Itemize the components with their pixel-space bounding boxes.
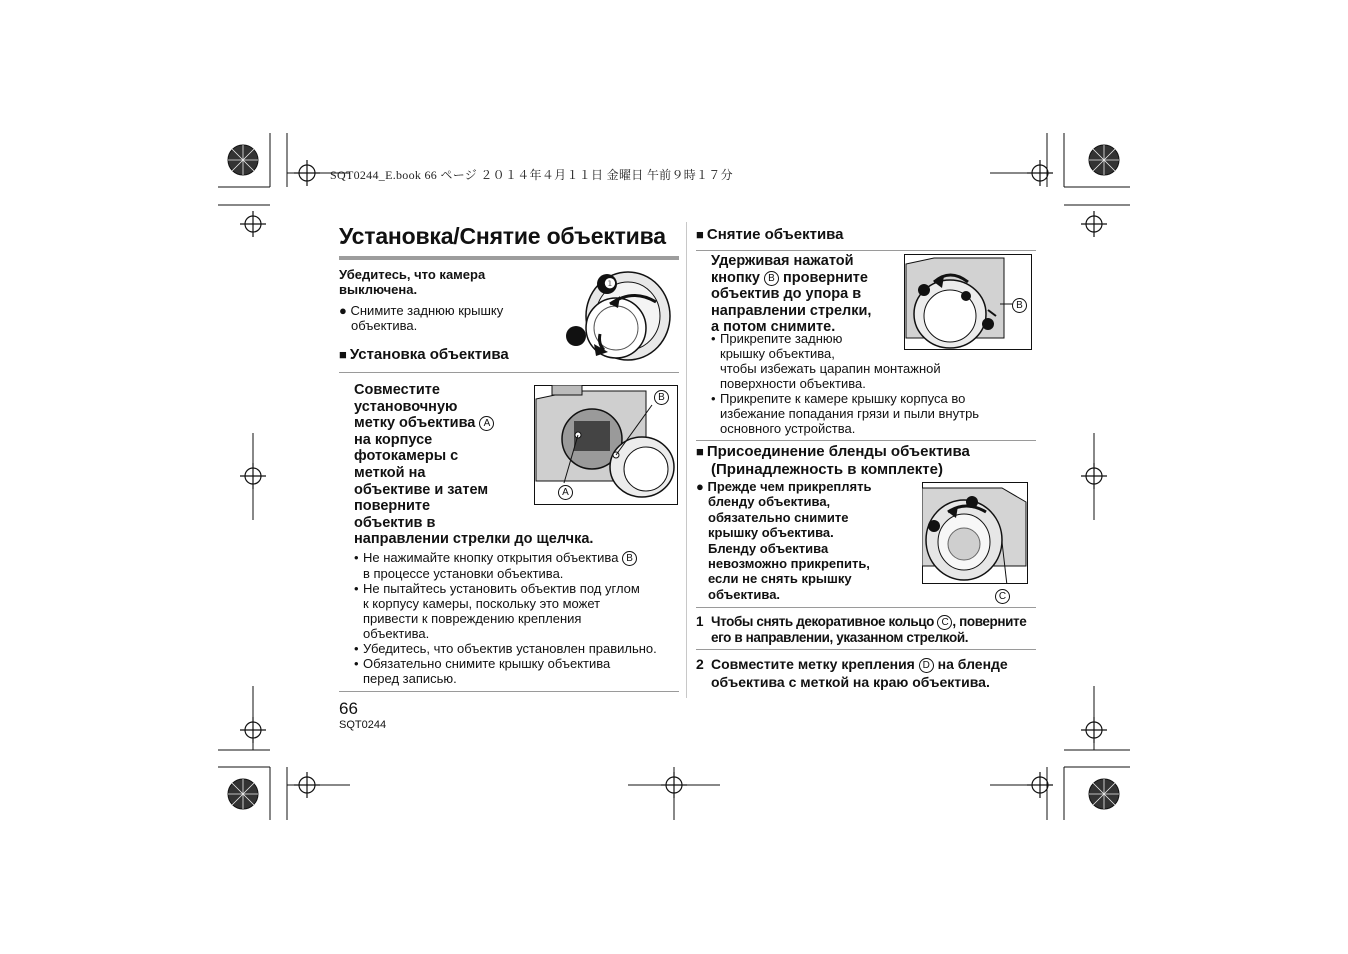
note-item: • Обязательно снимите крышку объектива перед записью. (354, 656, 684, 686)
column-divider (686, 222, 687, 698)
intro-bullet: ● Снимите заднюю крышку объектива. (339, 303, 504, 333)
hood-section-top-rule (696, 440, 1036, 441)
remove-instruction: Удерживая нажатой кнопку B проверните объектив до упора в направлении стрелки, а потом снимите. (711, 253, 872, 336)
hood-step-2: 2 Совместите метку крепления D на бленде объектива с меткой на краю объектива. (696, 656, 1008, 690)
mark-c-icon: C (937, 615, 952, 630)
section-remove-lens: ■ Снятие объектива (696, 226, 844, 243)
intro-warning: Убедитесь, что камера выключена. (339, 267, 486, 297)
hood-step-divider (696, 649, 1036, 650)
note-item: • Прикрепите к камере крышку корпуса во избежание попадания грязи и пыли внутрь основного устройства. (711, 391, 1031, 436)
note-item: • Не пытайтесь установить объектив под углом к корпусу камеры, поскольку это может привести к повреждению крепления объектива. (354, 581, 684, 641)
install-instruction: Совместите установочную метку объектива A на корпусе фотокамеры с меткой на объективе и затем поверните объектив в направлении стрелки до щелчка. (354, 382, 594, 548)
title-underline (339, 256, 679, 260)
lens-hood-illustration (922, 482, 1028, 584)
mark-b-icon: B (764, 271, 779, 286)
mark-c-label: C (995, 589, 1010, 604)
note-item: • Не нажимайте кнопку открытия объектива B в процессе установки объектива. (354, 550, 684, 581)
bullet-dot: ● (696, 479, 704, 494)
section-lens-hood: ■ Присоединение бленды объектива (Принадлежность в комплекте) (696, 443, 970, 479)
install-notes (354, 550, 684, 686)
page-number: 66 (339, 699, 358, 718)
step-1-marker: ❶ (604, 276, 616, 291)
note-item: • Убедитесь, что объектив установлен правильно. (354, 641, 684, 656)
note-item: • Прикрепите заднюю крышку объектива, чтобы избежать царапин монтажной поверхности объектива. (711, 331, 1031, 391)
section-install-rule (339, 372, 679, 373)
section-install-lens: ■ Установка объектива (339, 346, 509, 363)
mark-b-label: B (654, 390, 669, 405)
page-title: Установка/Снятие объектива (339, 223, 666, 249)
model-code: SQT0244 (339, 719, 387, 731)
bullet-dot: ● (339, 303, 347, 318)
mark-a-label: A (558, 485, 573, 500)
mark-d-icon: D (919, 658, 934, 673)
print-file-header: SQT0244_E.book 66 ページ ２０１４年４月１１日 金曜日 午前９時１７分 (330, 168, 733, 182)
remove-notes (711, 331, 1031, 436)
lens-cap-illustration (558, 266, 682, 368)
hood-steps-rule (696, 607, 1036, 608)
mark-a-icon: A (479, 416, 494, 431)
hood-step-1: 1 Чтобы снять декоративное кольцо C , поверните его в направлении, указанном стрелкой. (696, 614, 1027, 645)
mark-b-label: B (1012, 298, 1027, 313)
hood-warning: ● Прежде чем прикреплять бленду объектива, обязательно снимите крышку объектива. Бленду объектива невозможно прикрепить, если не снять крышку объектива. (696, 479, 872, 602)
left-bottom-rule (339, 691, 679, 692)
mark-b-icon: B (622, 551, 637, 566)
section-remove-rule (696, 250, 1036, 251)
